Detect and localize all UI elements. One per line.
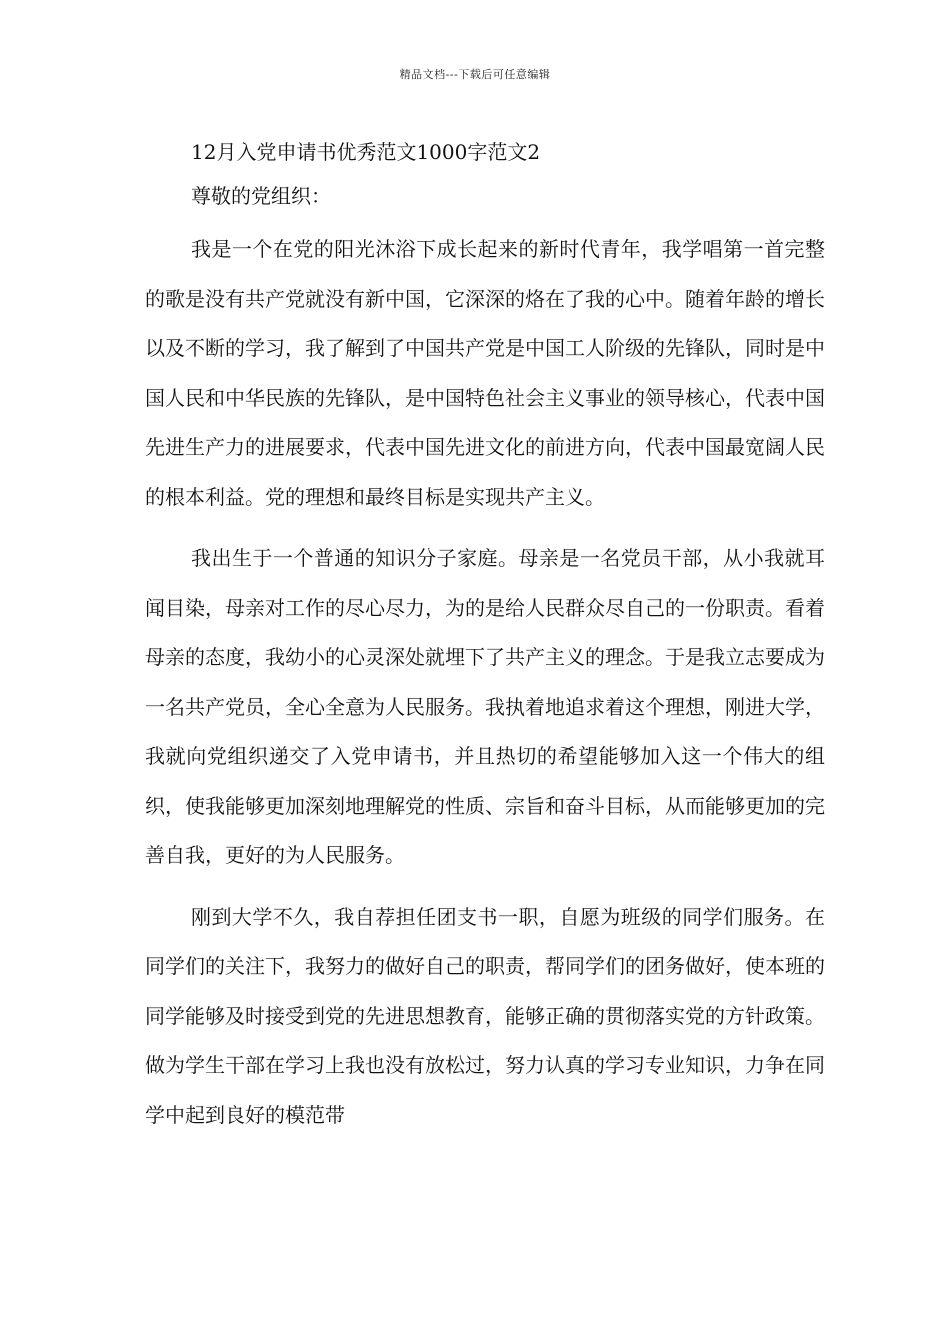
paragraph-3: 刚到大学不久，我自荐担任团支书一职，自愿为班级的同学们服务。在同学们的关注下，我努力的做好自己的职责，帮同学们的团务做好，使本班的同学能够及时接受到党的先进思想教育，能够正确的贯彻落实党的方针政策。做为学生干部在学习上我也没有放松过，努力认真的学习专业知识，力争在同学中起到良好的模范带 — [145, 904, 825, 1127]
paragraph-1: 我是一个在党的阳光沐浴下成长起来的新时代青年，我学唱第一首完整的歌是没有共产党就没有新中国，它深深的烙在了我的心中。随着年龄的增长以及不断的学习，我了解到了中国共产党是中国工人阶级的先锋队，同时是中国人民和中华民族的先锋队，是中国特色社会主义事业的领导核心，代表中国先进生产力的进展要求，代表中国先进文化的前进方向，代表中国最宽阔人民的根本利益。党的理想和最终目标是实现共产主义。 — [145, 237, 825, 509]
paragraph-2: 我出生于一个普通的知识分子家庭。母亲是一名党员干部，从小我就耳闻目染，母亲对工作的尽心尽力，为的是给人民群众尽自己的一份职责。看着母亲的态度，我幼小的心灵深处就埋下了共产主义的理念。于是我立志要成为一名共产党员，全心全意为人民服务。我执着地追求着这个理想，刚进大学，我就向党组织递交了入党申请书，并且热切的希望能够加入这一个伟大的组织，使我能够更加深刻地理解党的性质、宗旨和奋斗目标，从而能够更加的完善自我，更好的为人民服务。 — [145, 546, 825, 867]
page-header: 精品文档---下载后可任意编辑 — [399, 68, 551, 81]
salutation: 尊敬的党组织： — [191, 184, 331, 208]
document-title: 12月入党申请书优秀范文1000字范文2 — [191, 140, 541, 164]
document-body — [145, 130, 825, 1152]
